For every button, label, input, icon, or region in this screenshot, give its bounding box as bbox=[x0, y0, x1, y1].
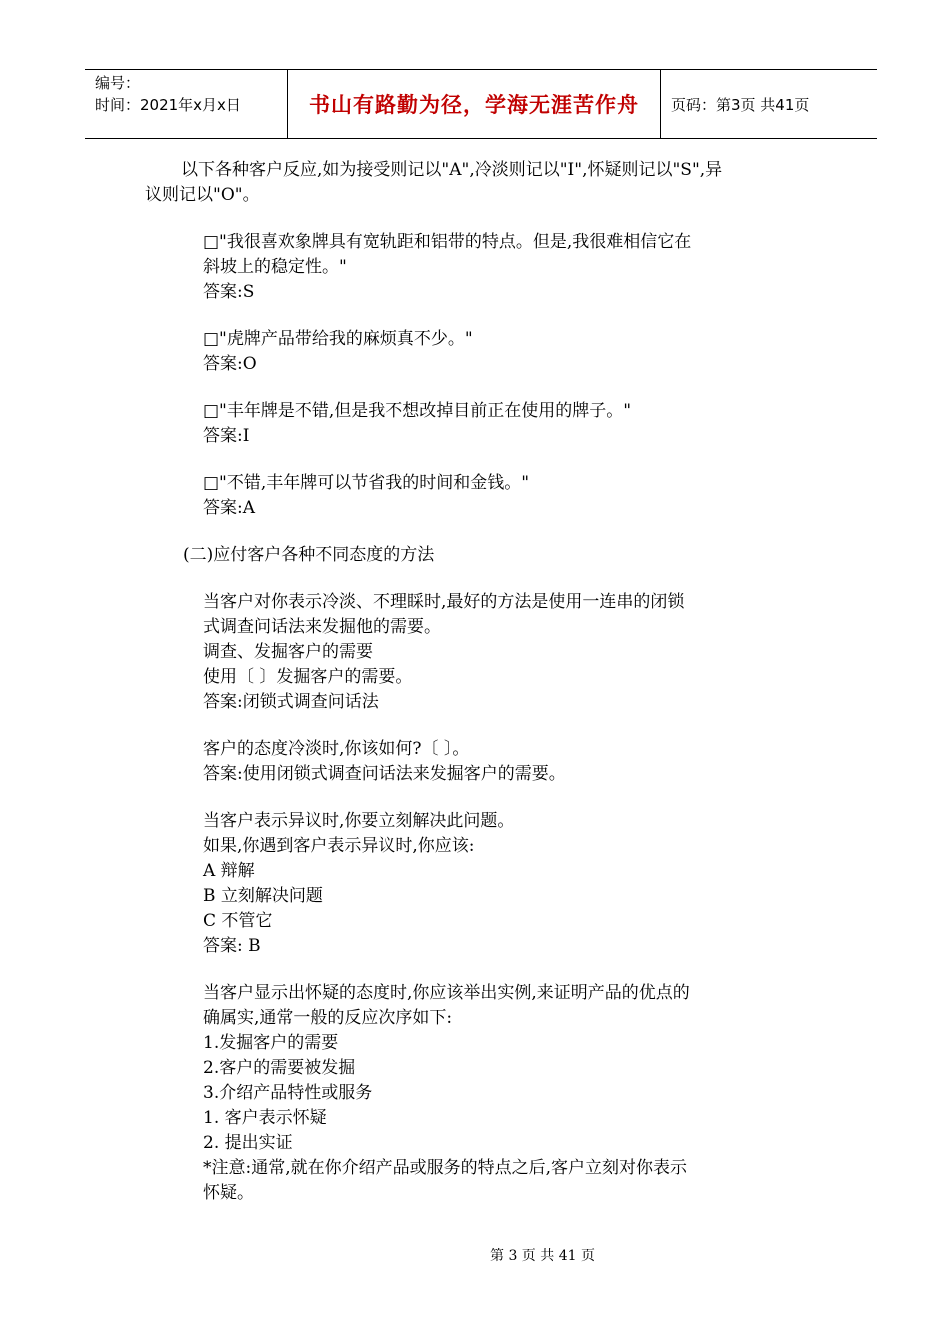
question-item bbox=[145, 471, 825, 521]
block-line: 1.发掘客户的需要 bbox=[203, 1033, 339, 1053]
block-line: 2. 提出实证 bbox=[203, 1133, 293, 1153]
intro-line: 以下各种客户反应,如为接受则记以"A",冷淡则记以"I",怀疑则记以"S",异 bbox=[181, 160, 723, 180]
block-line: B 立刻解决问题 bbox=[203, 886, 323, 906]
document-body bbox=[145, 158, 825, 1206]
page-header bbox=[85, 69, 877, 139]
intro-line: 议则记以"O"。 bbox=[145, 185, 260, 205]
question-line: □"丰年牌是不错,但是我不想改掉目前正在使用的牌子。" bbox=[203, 401, 632, 421]
question-line: □"不错,丰年牌可以节省我的时间和金钱。" bbox=[203, 473, 530, 493]
question-line: □"我很喜欢象牌具有宽轨距和铝带的特点。但是,我很难相信它在 bbox=[203, 232, 692, 252]
block-line: *注意:通常,就在你介绍产品或服务的特点之后,客户立刻对你表示 bbox=[203, 1158, 688, 1178]
block-line: 当客户对你表示冷淡、不理睬时,最好的方法是使用一连串的闭锁 bbox=[203, 592, 685, 612]
header-motto: 书山有路勤为径，学海无涯苦作舟 bbox=[288, 70, 661, 138]
question-line: □"虎牌产品带给我的麻烦真不少。" bbox=[203, 329, 473, 349]
block-line: C 不管它 bbox=[203, 911, 273, 931]
block-line: A 辩解 bbox=[203, 861, 255, 881]
content-block bbox=[145, 981, 825, 1206]
answer-line: 答案:O bbox=[203, 354, 257, 374]
content-block bbox=[145, 737, 825, 787]
block-line: 当客户显示出怀疑的态度时,你应该举出实例,来证明产品的优点的 bbox=[203, 983, 690, 1003]
block-line: 调查、发掘客户的需要 bbox=[203, 642, 373, 662]
block-line: 确属实,通常一般的反应次序如下: bbox=[203, 1008, 453, 1028]
block-line: 答案:闭锁式调查问话法 bbox=[203, 692, 379, 712]
time-label: 时间：2021年x月x日 bbox=[95, 96, 241, 114]
question-item bbox=[145, 399, 825, 449]
header-meta bbox=[85, 70, 288, 138]
block-line: 答案:使用闭锁式调查问话法来发掘客户的需要。 bbox=[203, 764, 566, 784]
number-label: 编号： bbox=[95, 74, 141, 92]
block-line: 式调查问话法来发掘他的需要。 bbox=[203, 617, 441, 637]
content-block bbox=[145, 590, 825, 715]
answer-line: 答案:A bbox=[203, 498, 256, 518]
block-line: 客户的态度冷淡时,你该如何?〔 〕。 bbox=[203, 739, 470, 759]
page-footer: 第 3 页 共 41 页 bbox=[490, 1248, 595, 1264]
question-item bbox=[145, 327, 825, 377]
answer-line: 答案:S bbox=[203, 282, 255, 302]
block-line: 3.介绍产品特性或服务 bbox=[203, 1083, 373, 1103]
content-block bbox=[145, 809, 825, 959]
question-line: 斜坡上的稳定性。" bbox=[203, 257, 347, 277]
question-item bbox=[145, 230, 825, 305]
block-line: 如果,你遇到客户表示异议时,你应该: bbox=[203, 836, 475, 856]
block-line: 1. 客户表示怀疑 bbox=[203, 1108, 327, 1128]
block-line: 当客户表示异议时,你要立刻解决此问题。 bbox=[203, 811, 515, 831]
block-line: 使用〔 〕发掘客户的需要。 bbox=[203, 667, 413, 687]
block-line: 答案: B bbox=[203, 936, 261, 956]
answer-line: 答案:I bbox=[203, 426, 250, 446]
block-line: 怀疑。 bbox=[203, 1183, 254, 1203]
header-page-info: 页码：第3页 共41页 bbox=[671, 95, 810, 114]
block-line: 2.客户的需要被发掘 bbox=[203, 1058, 356, 1078]
section-title: (二)应付客户各种不同态度的方法 bbox=[183, 545, 435, 565]
